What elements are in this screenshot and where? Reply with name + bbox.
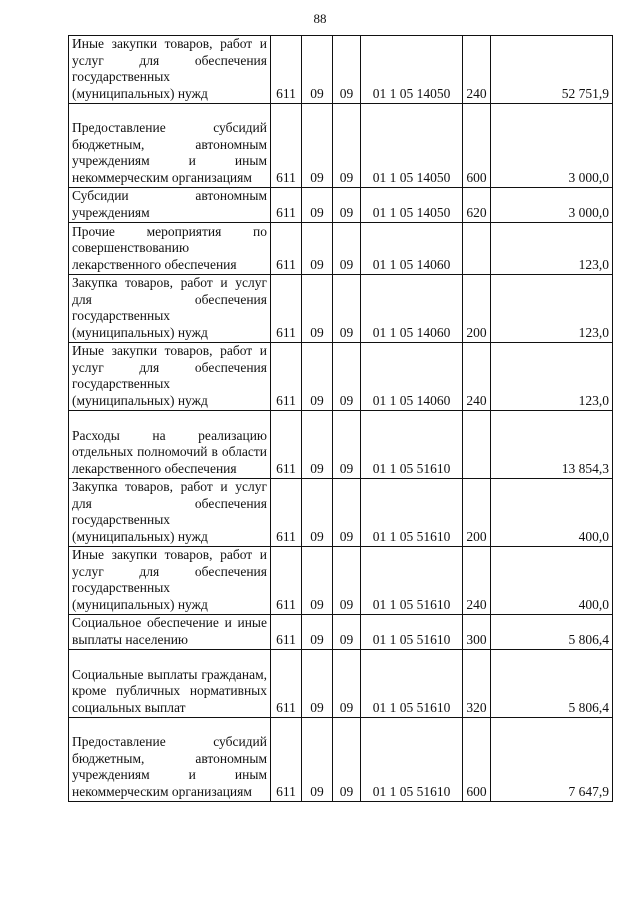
row-pr: 09 (333, 188, 361, 223)
row-sum: 5 806,4 (491, 615, 613, 650)
row-name: Иные закупки товаров, работ и услуг для обеспечения государственных (муниципальных) нужд (69, 547, 271, 615)
row-pr: 09 (333, 223, 361, 275)
row-gr: 611 (271, 36, 302, 104)
row-csr: 01 1 05 51610 (361, 650, 463, 718)
row-pr: 09 (333, 650, 361, 718)
row-csr: 01 1 05 51610 (361, 479, 463, 547)
row-csr: 01 1 05 14060 (361, 275, 463, 343)
row-csr: 01 1 05 51610 (361, 547, 463, 615)
row-gr: 611 (271, 411, 302, 479)
table-row (69, 36, 613, 104)
table-row (69, 343, 613, 411)
row-sum: 400,0 (491, 479, 613, 547)
row-pr: 09 (333, 718, 361, 802)
row-gr: 611 (271, 547, 302, 615)
row-pr: 09 (333, 615, 361, 650)
row-rz: 09 (302, 547, 333, 615)
row-csr: 01 1 05 51610 (361, 411, 463, 479)
row-csr: 01 1 05 14050 (361, 188, 463, 223)
row-gr: 611 (271, 343, 302, 411)
row-sum: 3 000,0 (491, 188, 613, 223)
row-rz: 09 (302, 479, 333, 547)
row-rz: 09 (302, 343, 333, 411)
row-gr: 611 (271, 104, 302, 188)
row-sum: 123,0 (491, 275, 613, 343)
row-vr: 320 (463, 650, 491, 718)
row-rz: 09 (302, 104, 333, 188)
row-rz: 09 (302, 718, 333, 802)
row-name: Предоставление субсидий бюджетным, автономным учреждениям и иным некоммерческим организациям (69, 718, 271, 802)
row-vr: 240 (463, 343, 491, 411)
row-name: Закупка товаров, работ и услуг для обеспечения государственных (муниципальных) нужд (69, 479, 271, 547)
row-name: Иные закупки товаров, работ и услуг для обеспечения государственных (муниципальных) нужд (69, 343, 271, 411)
row-sum: 5 806,4 (491, 650, 613, 718)
row-gr: 611 (271, 188, 302, 223)
row-vr: 600 (463, 104, 491, 188)
row-gr: 611 (271, 718, 302, 802)
table-row (69, 104, 613, 188)
row-name: Социальное обеспечение и иные выплаты населению (69, 615, 271, 650)
row-rz: 09 (302, 615, 333, 650)
row-pr: 09 (333, 479, 361, 547)
row-vr: 240 (463, 547, 491, 615)
table-row (69, 411, 613, 479)
row-sum: 400,0 (491, 547, 613, 615)
row-pr: 09 (333, 343, 361, 411)
row-pr: 09 (333, 275, 361, 343)
budget-table (68, 35, 613, 802)
row-name: Прочие мероприятия по совершенствованию лекарственного обеспечения (69, 223, 271, 275)
row-name: Расходы на реализацию отдельных полномочий в области лекарственного обеспечения (69, 411, 271, 479)
row-csr: 01 1 05 14060 (361, 343, 463, 411)
row-gr: 611 (271, 223, 302, 275)
row-sum: 7 647,9 (491, 718, 613, 802)
table-row (69, 615, 613, 650)
row-pr: 09 (333, 547, 361, 615)
row-rz: 09 (302, 650, 333, 718)
row-name: Социальные выплаты гражданам, кроме публичных нормативных социальных выплат (69, 650, 271, 718)
row-pr: 09 (333, 104, 361, 188)
row-vr: 300 (463, 615, 491, 650)
row-sum: 52 751,9 (491, 36, 613, 104)
row-pr: 09 (333, 411, 361, 479)
row-gr: 611 (271, 275, 302, 343)
row-csr: 01 1 05 14060 (361, 223, 463, 275)
row-csr: 01 1 05 14050 (361, 36, 463, 104)
table-row (69, 188, 613, 223)
row-sum: 13 854,3 (491, 411, 613, 479)
row-vr (463, 223, 491, 275)
row-csr: 01 1 05 51610 (361, 718, 463, 802)
row-csr: 01 1 05 14050 (361, 104, 463, 188)
row-vr: 620 (463, 188, 491, 223)
row-pr: 09 (333, 36, 361, 104)
row-rz: 09 (302, 36, 333, 104)
table-row (69, 223, 613, 275)
row-gr: 611 (271, 615, 302, 650)
row-sum: 123,0 (491, 223, 613, 275)
row-vr: 200 (463, 479, 491, 547)
row-name: Субсидии автономным учреждениям (69, 188, 271, 223)
row-rz: 09 (302, 411, 333, 479)
row-sum: 123,0 (491, 343, 613, 411)
row-name: Закупка товаров, работ и услуг для обеспечения государственных (муниципальных) нужд (69, 275, 271, 343)
row-csr: 01 1 05 51610 (361, 615, 463, 650)
page-number: 88 (313, 11, 327, 26)
row-rz: 09 (302, 223, 333, 275)
row-vr: 600 (463, 718, 491, 802)
table-row (69, 650, 613, 718)
row-name: Иные закупки товаров, работ и услуг для обеспечения государственных (муниципальных) нужд (69, 36, 271, 104)
row-name: Предоставление субсидий бюджетным, автономным учреждениям и иным некоммерческим организациям (69, 104, 271, 188)
row-vr (463, 411, 491, 479)
row-sum: 3 000,0 (491, 104, 613, 188)
row-rz: 09 (302, 188, 333, 223)
table-row (69, 479, 613, 547)
table-row (69, 547, 613, 615)
row-gr: 611 (271, 479, 302, 547)
row-vr: 240 (463, 36, 491, 104)
row-rz: 09 (302, 275, 333, 343)
table-row (69, 275, 613, 343)
row-gr: 611 (271, 650, 302, 718)
table-row (69, 718, 613, 802)
row-vr: 200 (463, 275, 491, 343)
